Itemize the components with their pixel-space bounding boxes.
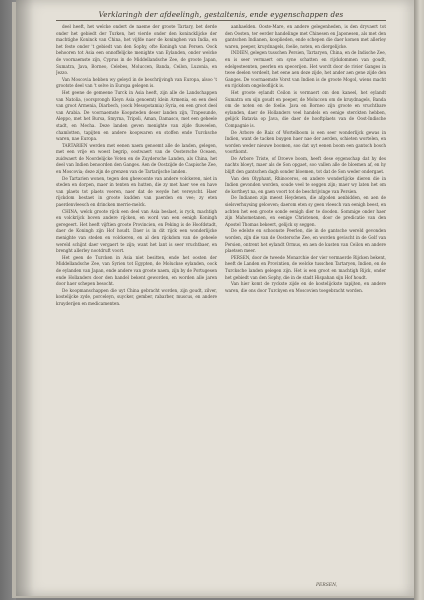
running-head: Verklaringh der afdeelingh, gestaltenis, ende eygenschappen des xyxy=(98,10,344,19)
paragraph: De Arbore de Raiz of Wortelboom is een seer wonderlijck gewas in Indien, want de tacken buygen haer nae der aerden, schieten wortelen, en worden weder nieuwe boomen, soo dat uyt eenen boom een gantsch bosch voortkomt. xyxy=(225,129,386,155)
book-page xyxy=(16,0,414,596)
next-page-edge xyxy=(414,0,424,600)
paragraph: Het geen de Turcken in Asia niet besitten, ende het oosten der Middellandsche Zee, van Syrien tot Egypten, de Moluckse eylanden, oock de eylanden van Japan, ende andere van groote naem, zijn by de Portugesen ende Hollanders door den handel bekent geworden, en worden alle jaren door haer schepen besocht. xyxy=(56,254,217,287)
paragraph: Van Moscovia hebben wy geleyd in de beschrijvingh van Europa, alsoo 't grootste deel van 't selve in Europa gelegen is. xyxy=(56,76,217,89)
header-rule xyxy=(56,20,386,21)
paragraph: INDIEN, gelegen tusschen Persien, Tartaryen, China, en de Indische Zee, en is seer vermaert om syne schatten en rijckdommen van goudt, edelgesteenten, peerlen en specerijen. Het wordt door de rivier Ganges in twee deelen verdeelt, het eene aen deze zijde, het ander aen gene zijde den Ganges. De voornaemste Vorst van Indien is de groote Mogol, wiens macht en rijckdom ongelooflijck is. xyxy=(225,50,386,89)
paragraph: Van hier komt de ryckste zijde en de kostelijckste tapijten, en andere waren, die ons door Turckyen en Moscovien toegebracht worden. xyxy=(225,281,386,293)
paragraph: CHINA, welck groote rijck een deel van Asia beslaet, is ryck, machtigh en volckrijck boven andere rijcken, en word van een eenigh Koningh geregeert. Het heeft vijftien groote Provincien, en Peking is de Hoofdstadt, daer de Koningh zijn Hof houdt. Daer is in dit rijck een wonderlijcke menighte van steden en volckeren, en al den rijckdom van de geheele wereld schijnt daer vergaert te zijn; want het lant is seer vruchtbaer, en brenght allerley nootdruft voort. xyxy=(56,208,217,254)
paragraph: De Arbore Triste, of Droeve boom, heeft dese eygenschap dat hy des nachts bloeyt, maer als de Son opgaet, soo vallen alle de bloemen af, en hy blijft den gantschen dagh sonder bloemen, tot dat de Son weder ondergaet. xyxy=(225,155,386,175)
catchword: PERSEN, xyxy=(316,583,338,588)
text-column-left xyxy=(56,24,217,584)
paragraph: De Tartarien wonen, tegen den ghewoonte van andere volckeren, niet in steden en dorpen, maer in tenten en hutten, die zy met haer vee en have van plaets tot plaets voeren, naer dat de weyde het vereyscht. Haer rijckdom bestaet in groote kudden van paerden en vee; zy eten paerdenvleesch en drincken merrie-melck. xyxy=(56,175,217,208)
paragraph: De koopmanschappen die uyt China gebracht worden, zijn goudt, zilver, kostelijcke zyde, porceleyn, suycker, gember, rabarber, muscus, en andere kruyderijen en medicamenten. xyxy=(56,287,217,306)
text-column-right xyxy=(225,24,386,584)
paragraph: TARTARIEN werden met eenen naem genoemt alle de landen, gelegen, met een vrije en woest begrip, oostwaert van de Oostersche Oceaen, zuidwaert de Noordelijcke Voten en de Zuydersche Landen, als China, het deel van Indien benoorden den Ganges. Aen de Oostzijde de Caspische Zee, en Moscovia; deze zijn de grenzen van de Tartarijsche landen. xyxy=(56,142,217,175)
paragraph: deel heeft, het welcke ondert de naeme der groote Tartary, bet derde onder het gebiedt der Turken, het vierde onder den konincklijcke der machtighe Koninck van China, het vijfde naer de koninghen van India, en het feste onder 't gebiedt van den Sophy, ofte Koningh van Persen. Oock behooren tot Asia een onnoffelijcke menighte van Eylanden, onder welcke de voornaemste zijn, Cyprus in de Middellandsche Zee, de groote Japan, Sumatra, Java, Borneo, Celebes, Moluccen, Banda, Ceilon, Luzonia, en Jezzo. xyxy=(56,24,217,76)
paragraph: De edelste en schoonste Peerlen, die in de gantsche wereld gevonden worden, zijn die van de Oostersche Zee, en worden gevischt in de Golf van Persien, ontrent het eylandt Ormus, en aen de kusten van Ceilon en andere plaetsen meer. xyxy=(225,228,386,254)
page-gutter-shadow xyxy=(16,0,34,596)
paragraph: PERSEN, door de tweede Monarchie der vier vermaerde Rijcken bekent, heeft de Landen en Provintien, de welcke tusschen Tartaryen, Indien, en de Turcksche landen gelegen zijn. Het is een groot en machtigh Rijck, onder het gebiedt van den Sophy, die in de stadt Hispahan sijn Hof houdt. xyxy=(225,254,386,280)
paragraph: Het geene de gemeene Turck in Asia heeft, zijn alle de Landschappen van Natolia, (oorsprongh Kleyn Asia genoemt) klein Armenia, en een deel van groot Armenia, Diarbech, (oock Mesopotamia) Syria, en een groot deel van Arabia. De voornaemste Koopsteden deser landen zijn, Trapesunde, Aleppo, met het Bursa, Smyrna, Tripoli, Aman, Damasco, met een geheele stadt, en Mecha. Deze landen geven menighte van zijde fluweelen, chamlotten, tapijten en andere koopwaren en stoffen ende Turcksche waren, nae Europa. xyxy=(56,89,217,142)
paragraph: aanhaelden. Ooste-Mare, en andere gelegenheden, is den dryvaert tot den Oosten, ter eerder handelinge met Chinesen en Japonesen, als met den gantschen Indianen, kooplieden, ende schepen die daer komen met allerley waren, peeper, kruydnagels, foelie, noten, en diergelijcke. xyxy=(225,24,386,49)
paragraph: Van den Olyphant, Rhinoceros, en andere wonderlijcke dieren die in Indien gevonden worden, soude veel te seggen zijn; maer wy laten het om de kortheyt na, en gaen voort tot de beschrijvinge van Persien. xyxy=(225,175,386,194)
paragraph: Het groote eylandt Ceilon is vermaert om den kaneel, het eylandt Sumatra om sijn goudt en peeper, de Moluccen om de kruydnagels, Banda om de noten en de foelie. Java en Borneo zijn groote en vruchtbare eylanden, daer de Hollanders veel handels en eenige sterckten hebben, gelijck Batavia op Java, die daer de hooftplaets van de Oost-Indische Compagnie is. xyxy=(225,89,386,128)
paragraph: De Indianen zijn meest Heydenen, die afgoden aenbidden, en aen de sielsverhuysing gelooven; daerom eten sy geen vleesch van eenigh beest, en achten het een groote sonde eenigh dier te dooden. Sommige onder haer zijn Mahometanen, en eenige Christenen, door de predicatie van den Apostel Thomas bekeert, gelijck sy seggen. xyxy=(225,195,386,227)
